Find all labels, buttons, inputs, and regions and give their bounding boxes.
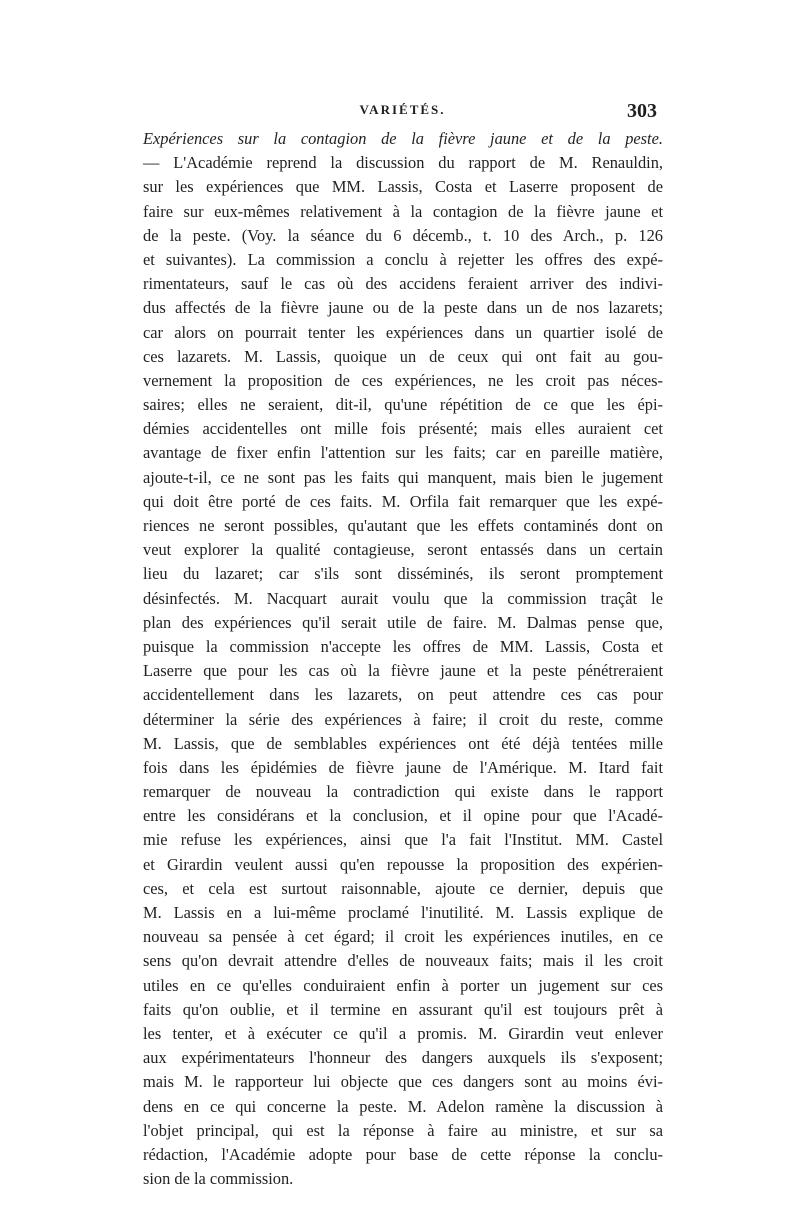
text-line: qui doit être porté de ces faits. M. Orfila fait remarquer que les expé- <box>143 491 663 511</box>
text-line: M. Lassis en a lui-même proclamé l'inutilité. M. Lassis explique de <box>143 903 663 922</box>
article-title-line: Expériences sur la contagion de la fièvre jaune et de la peste. <box>143 129 663 148</box>
text-line: avantage de fixer enfin l'attention sur les faits; car en pareille matière, <box>143 443 663 463</box>
article-body <box>143 127 663 1191</box>
text-line: ces lazarets. M. Lassis, quoique un de ceux qui ont fait au gou- <box>143 346 663 366</box>
text-line: M. Lassis, que de semblables expériences ont été déjà tentées mille <box>143 733 663 753</box>
text-line: mie refuse les expériences, ainsi que l'a fait l'Institut. MM. Castel <box>143 830 663 850</box>
text-line: rimentateurs, sauf le cas où des accidens feraient arriver des indivi- <box>143 274 663 294</box>
text-line: — L'Académie reprend la discussion du rapport de M. Renauldin, <box>143 153 663 173</box>
text-line: faits qu'on oublie, et il termine en assurant qu'il est toujours prêt à <box>143 999 663 1019</box>
text-line: ces, et cela est surtout raisonnable, ajoute ce dernier, depuis que <box>143 878 663 898</box>
text-line: car alors on pourrait tenter les expériences dans un quartier isolé de <box>143 322 663 342</box>
text-line: déterminer la série des expériences à faire; il croit du reste, comme <box>143 709 663 729</box>
text-line: dus affectés de la fièvre jaune ou de la peste dans un de nos lazarets; <box>143 298 663 318</box>
running-head <box>140 102 665 126</box>
text-line: et Girardin veulent aussi qu'en repousse la proposition des expérien- <box>143 854 663 874</box>
running-head-title: VARIÉTÉS. <box>359 102 446 117</box>
text-line: mais M. le rapporteur lui objecte que ces dangers sont au moins évi- <box>143 1072 663 1092</box>
text-line: aux expérimentateurs l'honneur des dangers auxquels ils s'exposent; <box>143 1048 663 1068</box>
text-line: démies accidentelles ont mille fois présenté; mais elles auraient cet <box>143 419 663 439</box>
text-line: les tenter, et à exécuter ce qu'il a promis. M. Girardin veut enlever <box>143 1023 663 1043</box>
text-line: remarquer de nouveau la contradiction qui existe dans le rapport <box>143 782 663 802</box>
text-line: accidentellement dans les lazarets, on peut attendre ces cas pour <box>143 685 663 705</box>
text-line: faire sur eux-mêmes relativement à la contagion de la fièvre jaune et <box>143 201 663 221</box>
text-line: et suivantes). La commission a conclu à rejetter les offres des expé- <box>143 249 663 269</box>
text-line: ajoute-t-il, ce ne sont pas les faits qui manquent, mais bien le jugement <box>143 467 663 487</box>
text-line: Laserre que pour les cas où la fièvre jaune et la peste pénétreraient <box>143 661 663 681</box>
text-line: dens en ce qui concerne la peste. M. Adelon ramène la discussion à <box>143 1096 663 1116</box>
text-line-last: sion de la commission. <box>143 1169 294 1189</box>
text-line: sens qu'on devrait attendre d'elles de nouveaux faits; mais il les croit <box>143 951 663 971</box>
text-line: veut explorer la qualité contagieuse, seront entassés dans un certain <box>143 540 663 560</box>
text-line: sur les expériences que MM. Lassis, Costa et Laserre proposent de <box>143 177 663 197</box>
page-number: 303 <box>627 100 657 122</box>
text-line: rédaction, l'Académie adopte pour base de cette réponse la conclu- <box>143 1144 663 1164</box>
text-line: puisque la commission n'accepte les offres de MM. Lassis, Costa et <box>143 636 663 656</box>
text-line: vernement la proposition de ces expériences, ne les croit pas néces- <box>143 370 663 390</box>
text-line: utiles en ce qu'elles conduiraient enfin à porter un jugement sur ces <box>143 975 663 995</box>
text-line: de la peste. (Voy. la séance du 6 décemb., t. 10 des Arch., p. 126 <box>143 225 663 245</box>
text-line: plan des expériences qu'il serait utile de faire. M. Dalmas pense que, <box>143 612 663 632</box>
text-line: entre les considérans et la conclusion, et il opine pour que l'Acadé- <box>143 806 663 826</box>
text-line: désinfectés. M. Nacquart aurait voulu que la commission traçât le <box>143 588 663 608</box>
text-line: saires; elles ne seraient, dit-il, qu'une répétition de ce que les épi- <box>143 395 663 415</box>
text-line: fois dans les épidémies de fièvre jaune de l'Amérique. M. Itard fait <box>143 757 663 777</box>
text-line: l'objet principal, qui est la réponse à faire au ministre, et sur sa <box>143 1120 663 1140</box>
text-line: nouveau sa pensée à cet égard; il croit les expériences inutiles, en ce <box>143 927 663 947</box>
text-line: riences ne seront possibles, qu'autant que les effets contaminés dont on <box>143 516 663 535</box>
text-line: lieu du lazaret; car s'ils sont disséminés, ils seront promptement <box>143 564 663 584</box>
